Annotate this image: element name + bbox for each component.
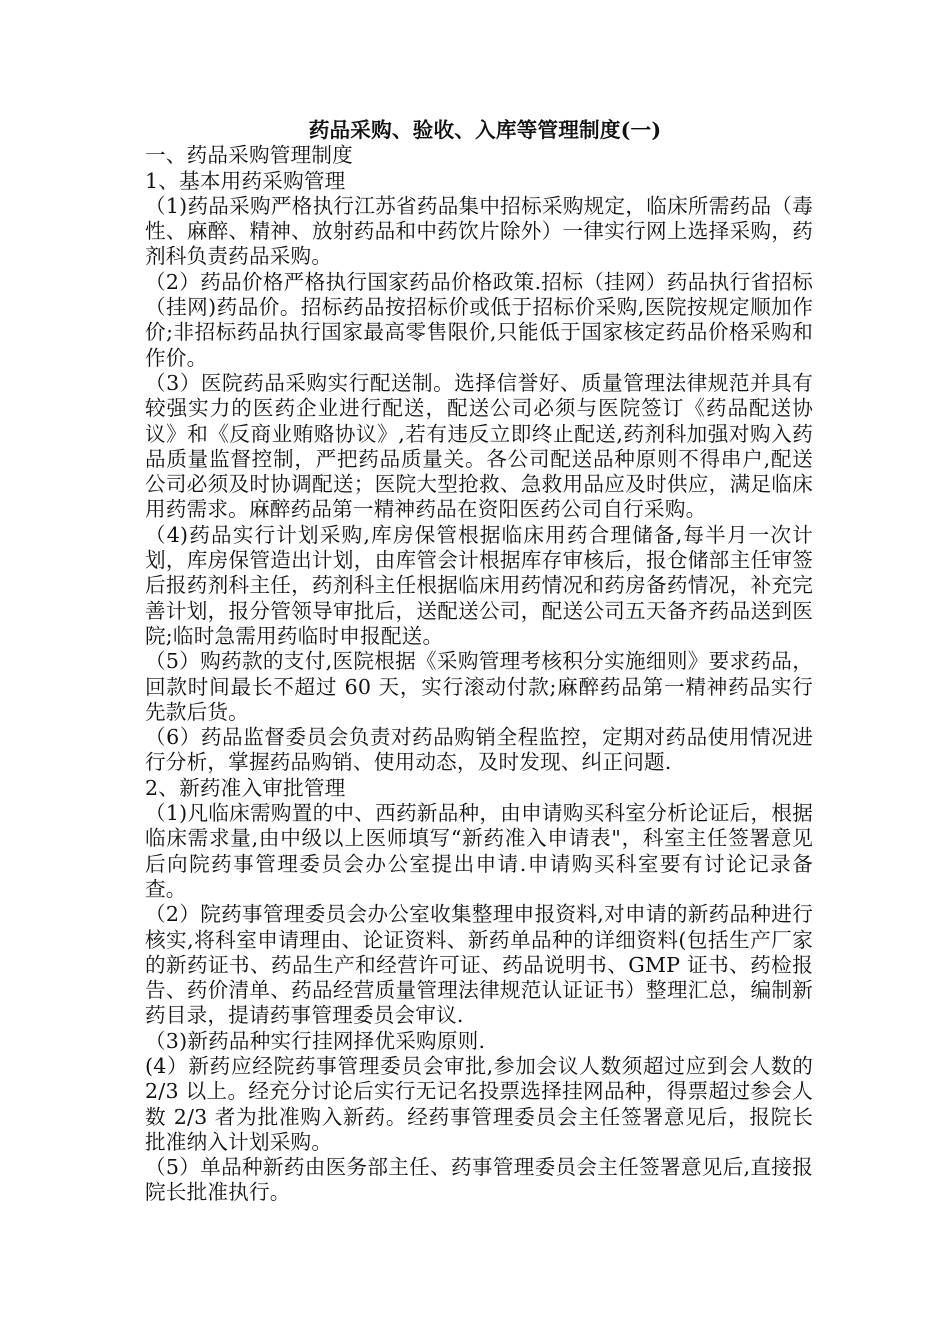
section-heading-1: 一、药品采购管理制度	[145, 143, 353, 168]
paragraph: （3）医院药品采购实行配送制。选择信誉好、质量管理法律规范并具有较强实力的医药企业进行配送，配送公司必须与医院签订《药品配送协议》和《反商业贿赂协议》,若有违反立即终止配送,药剂科加强对购入药品质量监督控制，严把药品质量关。各公司配送品种原则不得串户,配送公司必须及时协调配送；医院大型抢救、急救用品应及时供应，满足临床用药需求。麻醉药品第一精神药品在资阳医药公司自行采购。	[145, 370, 813, 522]
document-title: 药品采购、验收、入库等管理制度(一)	[308, 118, 662, 142]
paragraph: （5）单品种新药由医务部主任、药事管理委员会主任签署意见后,直接报院长批准执行。	[145, 1155, 813, 1205]
paragraph: （5）购药款的支付,医院根据《采购管理考核积分实施细则》要求药品，回款时间最长不超过 60 天，实行滚动付款;麻醉药品第一精神药品实行先款后货。	[145, 649, 813, 724]
paragraph: （6）药品监督委员会负责对药品购销全程监控，定期对药品使用情况进行分析，掌握药品购销、使用动态，及时发现、纠正问题.	[145, 725, 813, 775]
paragraph: （2）院药事管理委员会办公室收集整理申报资料,对申请的新药品种进行核实,将科室申请理由、论证资料、新药单品种的详细资料(包括生产厂家的新药证书、药品生产和经营许可证、药品说明书、GMP 证书、药检报告、药价清单、药品经营质量管理法律规范认证证书）整理汇总，编制新药目录，提请药事管理委员会审议.	[145, 902, 813, 1028]
subsection-heading-2: 2、新药准入审批管理	[145, 775, 346, 800]
paragraph: （3)新药品种实行挂网择优采购原则.	[145, 1028, 486, 1053]
paragraph: （1)凡临床需购置的中、西药新品种，由申请购买科室分析论证后，根据临床需求量,由中级以上医师填写“新药准入申请表"，科室主任签署意见后向院药事管理委员会办公室提出申请.申请购买科室要有讨论记录备查。	[145, 801, 813, 901]
paragraph: （2）药品价格严格执行国家药品价格政策.招标（挂网）药品执行省招标（挂网)药品价。招标药品按招标价或低于招标价采购,医院按规定顺加作价;非招标药品执行国家最高零售限价,只能低于国家核定药品价格采购和作价。	[145, 269, 813, 370]
document-page	[145, 118, 813, 1206]
paragraph: (4）新药应经院药事管理委员会审批,参加会议人数须超过应到会人数的 2/3 以上。经充分讨论后实行无记名投票选择挂网品种，得票超过参会人数 2/3 者为批准购入新药。经药事管理委员会主任签署意见后，报院长批准纳入计划采购。	[145, 1053, 813, 1154]
subsection-heading-1: 1、基本用药采购管理	[145, 168, 346, 193]
paragraph: （1)药品采购严格执行江苏省药品集中招标采购规定，临床所需药品（毒性、麻醉、精神、放射药品和中药饮片除外）一律实行网上选择采购，药剂科负责药品采购。	[145, 193, 813, 269]
paragraph: （4)药品实行计划采购,库房保管根据临床用药合理储备,每半月一次计划，库房保管造出计划，由库管会计根据库存审核后，报仓储部主任审签后报药剂科主任，药剂科主任根据临床用药情况和药房备药情况，补充完善计划，报分管领导审批后，送配送公司，配送公司五天备齐药品送到医院;临时急需用药临时申报配送。	[145, 522, 813, 648]
